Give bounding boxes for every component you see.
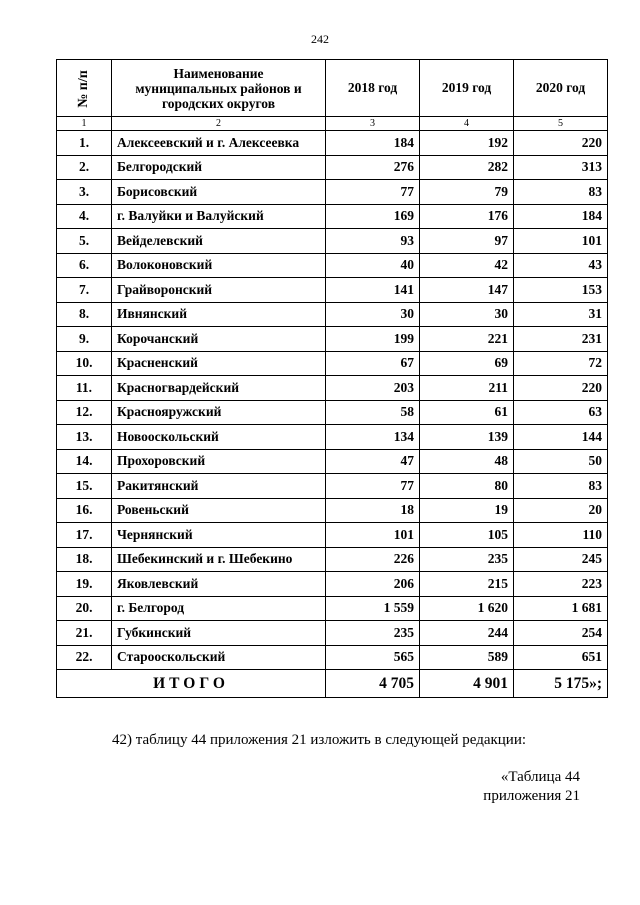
row-number: 17. xyxy=(57,523,112,548)
row-2018: 169 xyxy=(326,204,420,229)
row-2020: 184 xyxy=(514,204,608,229)
row-2020: 223 xyxy=(514,572,608,597)
column-number: 4 xyxy=(420,117,514,131)
header-name xyxy=(112,60,326,117)
row-name: г. Белгород xyxy=(112,596,326,621)
row-2020: 220 xyxy=(514,131,608,156)
row-2018: 58 xyxy=(326,400,420,425)
row-2019: 61 xyxy=(420,400,514,425)
row-2020: 20 xyxy=(514,498,608,523)
column-number: 5 xyxy=(514,117,608,131)
row-number: 16. xyxy=(57,498,112,523)
table-row xyxy=(57,327,608,352)
row-name: Грайворонский xyxy=(112,278,326,303)
row-2019: 589 xyxy=(420,645,514,670)
row-2020: 101 xyxy=(514,229,608,254)
row-name: Прохоровский xyxy=(112,449,326,474)
table-row xyxy=(57,302,608,327)
row-2020: 63 xyxy=(514,400,608,425)
row-name: Шебекинский и г. Шебекино xyxy=(112,547,326,572)
column-number: 1 xyxy=(57,117,112,131)
row-number: 10. xyxy=(57,351,112,376)
table-row xyxy=(57,229,608,254)
row-number: 8. xyxy=(57,302,112,327)
row-2018: 101 xyxy=(326,523,420,548)
row-number: 2. xyxy=(57,155,112,180)
row-2020: 1 681 xyxy=(514,596,608,621)
row-number: 21. xyxy=(57,621,112,646)
row-number: 1. xyxy=(57,131,112,156)
table-row xyxy=(57,204,608,229)
header-num xyxy=(57,60,112,117)
data-table xyxy=(56,59,608,698)
header-num-text: № п/п xyxy=(76,69,91,108)
row-2019: 69 xyxy=(420,351,514,376)
header-row xyxy=(57,60,608,117)
row-number: 6. xyxy=(57,253,112,278)
page-number: 242 xyxy=(311,32,329,46)
header-2020: 2020 год xyxy=(514,60,608,117)
row-name: Новооскольский xyxy=(112,425,326,450)
row-2018: 40 xyxy=(326,253,420,278)
row-number: 9. xyxy=(57,327,112,352)
row-name: Старооскольский xyxy=(112,645,326,670)
table-row xyxy=(57,449,608,474)
row-name: г. Валуйки и Валуйский xyxy=(112,204,326,229)
row-name: Краснояружский xyxy=(112,400,326,425)
row-2019: 221 xyxy=(420,327,514,352)
total-2019: 4 901 xyxy=(420,670,514,698)
row-2018: 67 xyxy=(326,351,420,376)
row-number: 14. xyxy=(57,449,112,474)
table-row xyxy=(57,596,608,621)
row-2018: 141 xyxy=(326,278,420,303)
row-name: Ивнянский xyxy=(112,302,326,327)
table-row xyxy=(57,180,608,205)
table-caption-line2: приложения 21 xyxy=(483,788,580,804)
total-row xyxy=(57,670,608,698)
row-2018: 276 xyxy=(326,155,420,180)
row-number: 4. xyxy=(57,204,112,229)
table-row xyxy=(57,621,608,646)
instruction-text: 42) таблицу 44 приложения 21 изложить в следующей редакции: xyxy=(112,732,527,748)
row-name: Губкинский xyxy=(112,621,326,646)
column-number: 3 xyxy=(326,117,420,131)
table-row xyxy=(57,376,608,401)
row-2020: 220 xyxy=(514,376,608,401)
table-row xyxy=(57,131,608,156)
table-row xyxy=(57,425,608,450)
row-2019: 42 xyxy=(420,253,514,278)
row-2020: 245 xyxy=(514,547,608,572)
table-row xyxy=(57,645,608,670)
row-name: Ракитянский xyxy=(112,474,326,499)
row-2019: 79 xyxy=(420,180,514,205)
row-2019: 282 xyxy=(420,155,514,180)
row-2018: 235 xyxy=(326,621,420,646)
header-name-line2: муниципальных районов и xyxy=(135,80,302,96)
table-row xyxy=(57,253,608,278)
row-number: 18. xyxy=(57,547,112,572)
row-number: 3. xyxy=(57,180,112,205)
row-2019: 97 xyxy=(420,229,514,254)
row-2018: 47 xyxy=(326,449,420,474)
table-row xyxy=(57,278,608,303)
row-2020: 254 xyxy=(514,621,608,646)
row-2018: 134 xyxy=(326,425,420,450)
row-2020: 43 xyxy=(514,253,608,278)
row-number: 7. xyxy=(57,278,112,303)
row-2019: 139 xyxy=(420,425,514,450)
row-2019: 176 xyxy=(420,204,514,229)
row-2018: 30 xyxy=(326,302,420,327)
row-name: Яковлевский xyxy=(112,572,326,597)
table-body xyxy=(57,131,608,670)
row-number: 19. xyxy=(57,572,112,597)
row-2019: 235 xyxy=(420,547,514,572)
row-2018: 18 xyxy=(326,498,420,523)
table-row xyxy=(57,351,608,376)
row-2020: 31 xyxy=(514,302,608,327)
table-row xyxy=(57,572,608,597)
table-row xyxy=(57,400,608,425)
row-2020: 83 xyxy=(514,180,608,205)
row-name: Красногвардейский xyxy=(112,376,326,401)
column-number: 2 xyxy=(112,117,326,131)
row-2019: 80 xyxy=(420,474,514,499)
total-label: ИТОГО xyxy=(57,670,326,698)
row-number: 20. xyxy=(57,596,112,621)
header-2018: 2018 год xyxy=(326,60,420,117)
row-number: 22. xyxy=(57,645,112,670)
table-row xyxy=(57,498,608,523)
table-row xyxy=(57,474,608,499)
row-2018: 203 xyxy=(326,376,420,401)
row-name: Волоконовский xyxy=(112,253,326,278)
row-number: 15. xyxy=(57,474,112,499)
row-number: 13. xyxy=(57,425,112,450)
row-2019: 19 xyxy=(420,498,514,523)
row-2020: 110 xyxy=(514,523,608,548)
table-row xyxy=(57,523,608,548)
row-2020: 72 xyxy=(514,351,608,376)
row-2019: 147 xyxy=(420,278,514,303)
row-2019: 192 xyxy=(420,131,514,156)
row-2019: 30 xyxy=(420,302,514,327)
row-name: Алексеевский и г. Алексеевка xyxy=(112,131,326,156)
row-number: 12. xyxy=(57,400,112,425)
row-2019: 211 xyxy=(420,376,514,401)
row-2020: 651 xyxy=(514,645,608,670)
row-name: Вейделевский xyxy=(112,229,326,254)
header-name-line1: Наименование xyxy=(173,65,264,81)
row-name: Борисовский xyxy=(112,180,326,205)
row-2019: 105 xyxy=(420,523,514,548)
row-number: 5. xyxy=(57,229,112,254)
row-2018: 77 xyxy=(326,474,420,499)
row-2020: 50 xyxy=(514,449,608,474)
row-2019: 48 xyxy=(420,449,514,474)
row-name: Ровеньский xyxy=(112,498,326,523)
row-2018: 77 xyxy=(326,180,420,205)
row-2020: 231 xyxy=(514,327,608,352)
row-2020: 144 xyxy=(514,425,608,450)
column-number-row xyxy=(57,117,608,131)
row-2020: 313 xyxy=(514,155,608,180)
header-name-line3: городских округов xyxy=(161,95,276,111)
row-2018: 93 xyxy=(326,229,420,254)
row-2019: 244 xyxy=(420,621,514,646)
row-2018: 199 xyxy=(326,327,420,352)
table-row xyxy=(57,547,608,572)
total-2020: 5 175»; xyxy=(514,670,608,698)
row-2020: 153 xyxy=(514,278,608,303)
row-2019: 215 xyxy=(420,572,514,597)
row-2020: 83 xyxy=(514,474,608,499)
table-row xyxy=(57,155,608,180)
row-2018: 206 xyxy=(326,572,420,597)
row-2018: 1 559 xyxy=(326,596,420,621)
row-2019: 1 620 xyxy=(420,596,514,621)
row-name: Красненский xyxy=(112,351,326,376)
row-name: Белгородский xyxy=(112,155,326,180)
table-caption-line1: «Таблица 44 xyxy=(500,769,580,785)
header-2019: 2019 год xyxy=(420,60,514,117)
row-name: Чернянский xyxy=(112,523,326,548)
row-number: 11. xyxy=(57,376,112,401)
total-2018: 4 705 xyxy=(326,670,420,698)
row-2018: 226 xyxy=(326,547,420,572)
row-name: Корочанский xyxy=(112,327,326,352)
row-2018: 184 xyxy=(326,131,420,156)
row-2018: 565 xyxy=(326,645,420,670)
